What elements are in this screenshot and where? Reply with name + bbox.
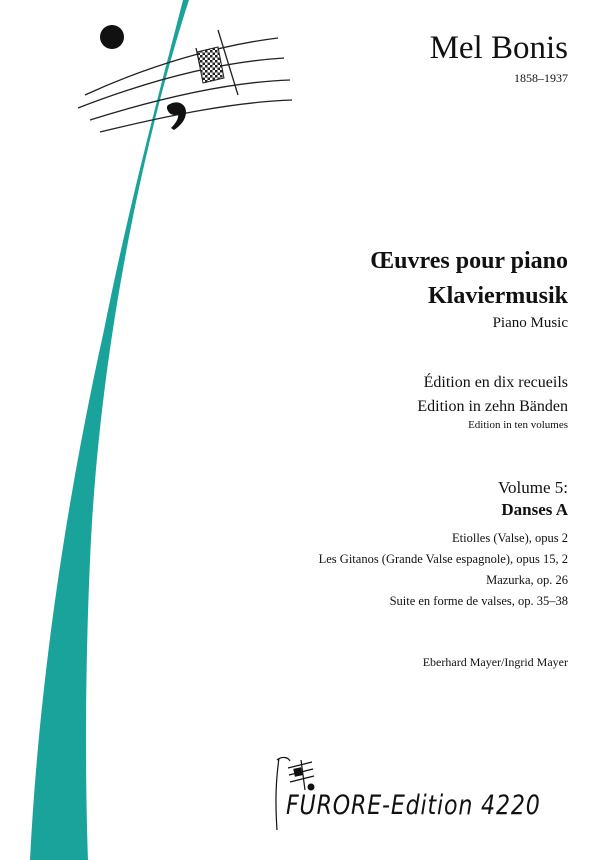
staff-lines: [78, 38, 292, 132]
work-item: Mazurka, op. 26: [486, 573, 568, 587]
edition-german: Edition in zehn Bänden: [417, 398, 568, 415]
edition-french: Édition en dix recueils: [423, 374, 568, 391]
work-item: Les Gitanos (Grande Valse espagnole), opus 15, 2: [318, 552, 568, 566]
composer-name: Mel Bonis: [429, 30, 568, 66]
work-item: Etiolles (Valse), opus 2: [452, 531, 568, 545]
edition-english: Edition in ten volumes: [468, 419, 568, 431]
publisher-name: FURORE-Edition 4220: [286, 790, 541, 821]
checker-block: [197, 47, 224, 83]
volume-title: Danses A: [501, 500, 568, 519]
work-item: Suite en forme de valses, op. 35–38: [389, 594, 568, 608]
volume-label: Volume 5:: [497, 478, 568, 497]
works-list: [319, 528, 568, 612]
title-english: Piano Music: [492, 315, 568, 331]
teal-sweep-shape: [30, 0, 189, 860]
title-french: Œuvres pour piano: [370, 248, 568, 274]
note-head-icon: [100, 25, 124, 49]
composer-dates: 1858–1937: [514, 71, 568, 85]
editors-credit: Eberhard Mayer/Ingrid Mayer: [422, 655, 568, 669]
title-german: Klaviermusik: [427, 283, 568, 309]
